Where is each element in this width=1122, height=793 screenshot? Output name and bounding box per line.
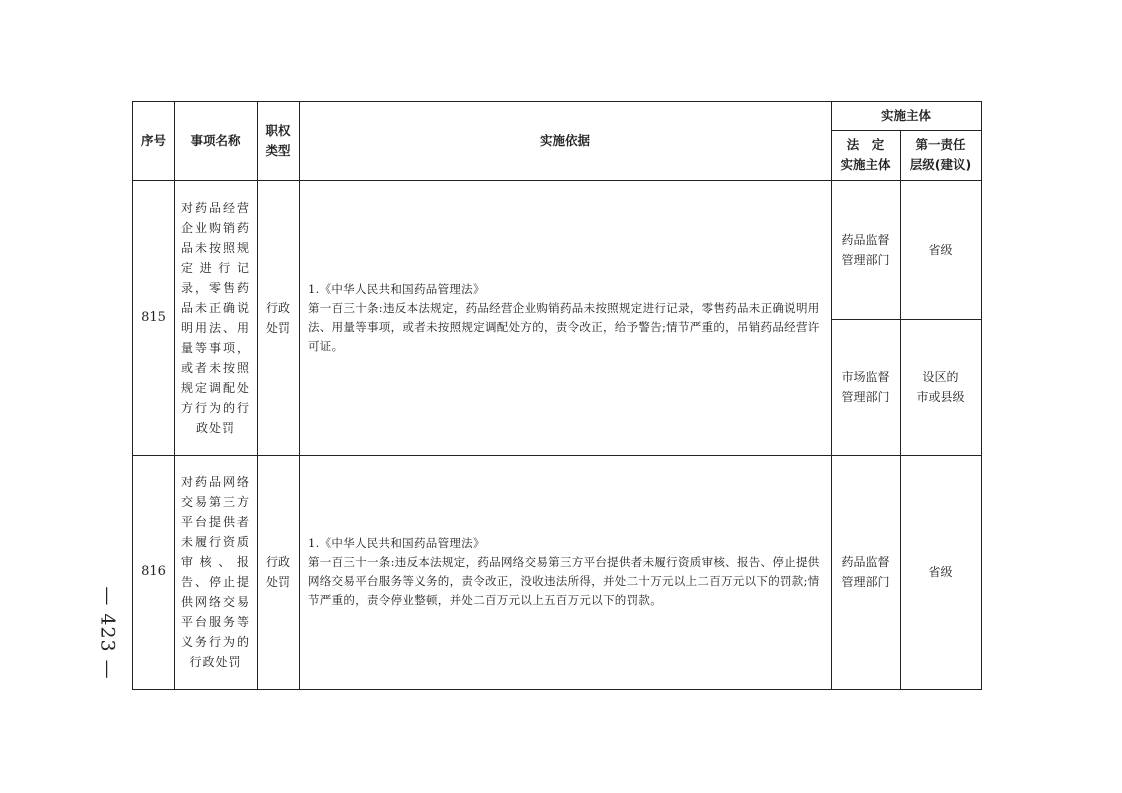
row-816-legal-subject-1: 药品监督 管理部门	[841, 555, 890, 589]
row-816-power-type: 行政 处罚	[265, 555, 290, 589]
row-815-seq: 815	[141, 309, 166, 325]
page-number	[96, 588, 120, 678]
row-816-level-1: 省级	[928, 565, 953, 579]
row-815-legal-subject-1: 药品监督 管理部门	[841, 232, 890, 267]
row-816-basis-text: 第一百三十一条:违反本法规定，药品网络交易第三方平台提供者未履行资质审核、报告、停止提供网络交易平台服务等义务的，责令改正，没收违法所得，并处二十万元以上二百万元以下的罚款;情节严重的，责令停业整顿，并处二百万元以上五百万元以下的罚款。	[308, 555, 820, 607]
header-legal-subject: 法 定 实施主体	[840, 137, 891, 172]
row-815-level-1: 省级	[928, 242, 953, 257]
row-816-seq: 816	[141, 564, 166, 579]
header-first-level: 第一责任 层级(建议)	[909, 137, 972, 172]
row-816-basis-title: 1.《中华人民共和国药品管理法》	[308, 536, 485, 550]
page-number-text: — 423 —	[97, 586, 120, 680]
row-815-power-type: 行政 处罚	[265, 300, 290, 335]
header-seq: 序号	[140, 133, 166, 148]
row-816-item-name: 对药品网络交易第三方平台提供者未履行资质审核、报告、停止提供网络交易平台服务等义务行为的行政处罚	[181, 475, 250, 669]
header-basis: 实施依据	[539, 133, 590, 148]
row-815-basis	[299, 180, 831, 455]
row-815-basis-title: 1.《中华人民共和国药品管理法》	[308, 281, 485, 296]
header-power-type: 职权 类型	[265, 123, 291, 158]
row-815-basis-text: 第一百三十条:违反本法规定，药品经营企业购销药品未按照规定进行记录，零售药品未正确说明用法、用量等事项，或者未按照规定调配处方的，责令改正，给予警告;情节严重的，吊销药品经营许可证。	[308, 300, 820, 353]
row-815-level-2: 设区的 市或县级	[916, 370, 965, 404]
header-item-name: 事项名称	[190, 133, 241, 148]
header-subject: 实施主体	[880, 108, 931, 123]
row-816-basis	[299, 455, 831, 689]
row-815-legal-subject-2: 市场监督 管理部门	[841, 370, 890, 404]
row-815-item-name: 对药品经营企业购销药品未按照规定进行记录，零售药品未正确说明用法、用量等事项，或者未按照规定调配处方行为的行政处罚	[181, 200, 250, 435]
table	[132, 101, 982, 690]
